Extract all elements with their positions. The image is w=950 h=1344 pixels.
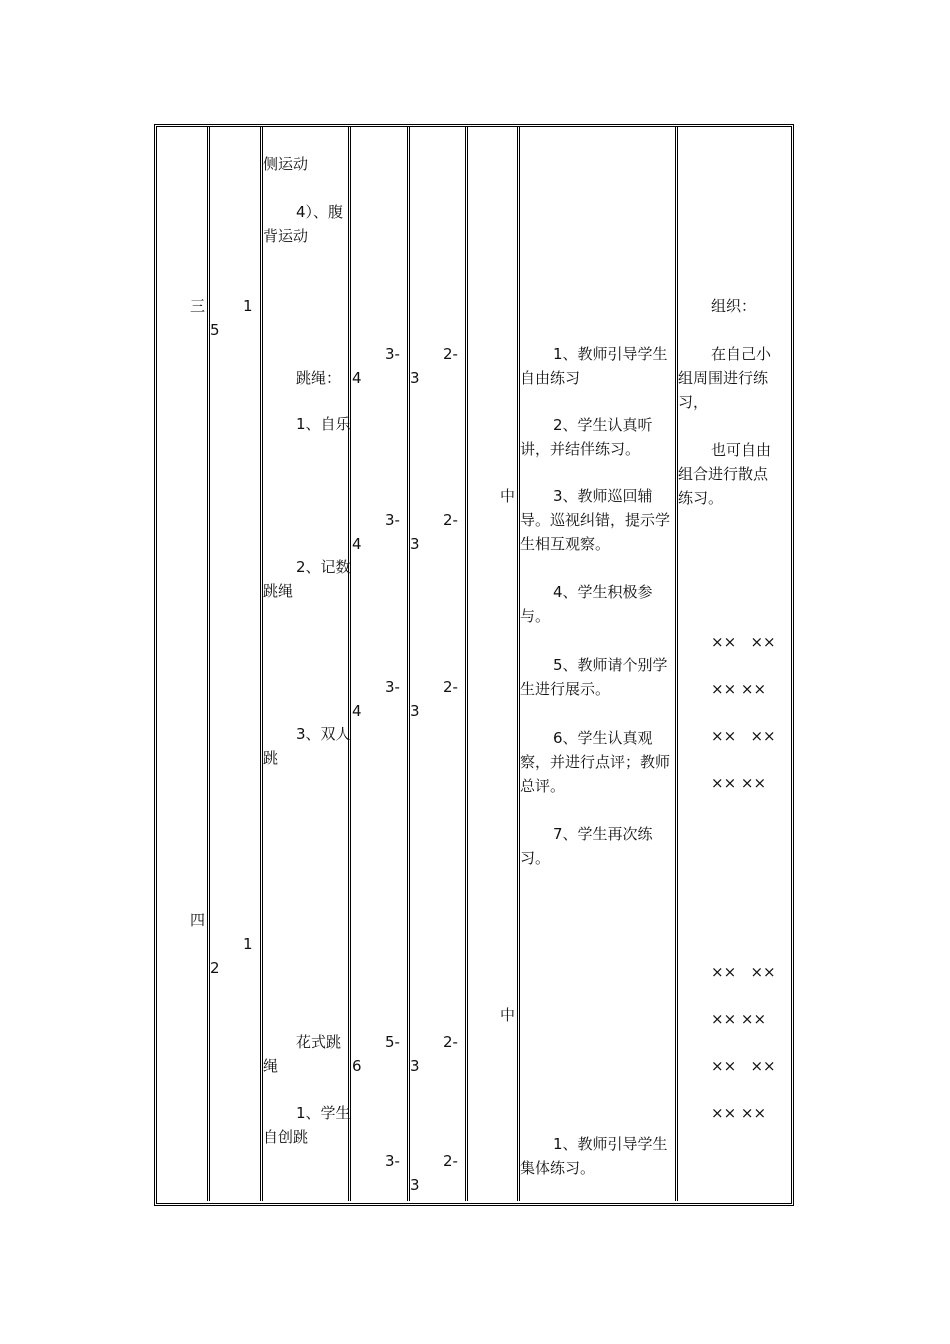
formation-row: ×× ×× — [711, 1057, 776, 1075]
content-text: 背运动 — [263, 227, 309, 245]
organization-text: 组织： — [711, 297, 757, 315]
count-value: 4 — [352, 369, 362, 387]
method-text: 集体练习。 — [520, 1159, 596, 1177]
intensity-value: 中 — [500, 487, 516, 505]
count-value: 4 — [352, 535, 362, 553]
formation-row: ×× ×× — [711, 1010, 767, 1028]
content-text: 跳绳 — [263, 582, 294, 600]
method-text: 与。 — [520, 607, 551, 625]
organization-text: 练习。 — [678, 489, 724, 507]
method-text: 6、学生认真观 — [553, 729, 653, 747]
count-value: 5- — [385, 1033, 400, 1051]
method-text: 1、教师引导学生 — [553, 1135, 668, 1153]
method-text: 7、学生再次练 — [553, 825, 653, 843]
content-text: 侧运动 — [263, 155, 309, 173]
section-number: 三 — [190, 297, 206, 315]
formation-row: ×× ×× — [711, 727, 776, 745]
content-text: 跳绳： — [296, 369, 342, 387]
organization-text: 习， — [678, 393, 709, 411]
sets-value: 3 — [410, 702, 420, 720]
method-text: 总评。 — [520, 777, 566, 795]
formation-row: ×× ×× — [711, 680, 767, 698]
content-text: 3、双人 — [296, 725, 351, 743]
column-divider — [465, 127, 468, 1201]
time-value: 1 — [243, 297, 253, 315]
content-text: 1、自乐 — [296, 415, 351, 433]
content-text: 跳 — [263, 749, 279, 767]
sets-value: 3 — [410, 1176, 420, 1194]
time-value: 5 — [210, 321, 220, 339]
organization-text: 也可自由 — [711, 441, 772, 459]
column-divider — [675, 127, 678, 1201]
table-outer-border — [154, 124, 794, 1206]
sets-value: 3 — [410, 1057, 420, 1075]
sets-value: 2- — [443, 345, 458, 363]
method-text: 察，并进行点评；教师 — [520, 753, 671, 771]
method-text: 4、学生积极参 — [553, 583, 653, 601]
count-value: 3- — [385, 1152, 400, 1170]
method-text: 生相互观察。 — [520, 535, 611, 553]
method-text: 习。 — [520, 849, 551, 867]
method-text: 3、教师巡回辅 — [553, 487, 653, 505]
method-text: 生进行展示。 — [520, 680, 611, 698]
organization-text: 组合进行散点 — [678, 465, 769, 483]
organization-text: 组周围进行练 — [678, 369, 769, 387]
column-divider — [260, 127, 263, 1201]
time-value: 2 — [210, 959, 220, 977]
content-text: 1、学生 — [296, 1104, 351, 1122]
content-text: 自创跳 — [263, 1128, 309, 1146]
column-divider — [517, 127, 520, 1201]
content-text: 花式跳 — [296, 1033, 342, 1051]
organization-text: 在自己小 — [711, 345, 772, 363]
sets-value: 2- — [443, 511, 458, 529]
content-text: 2、记数 — [296, 558, 351, 576]
sets-value: 2- — [443, 678, 458, 696]
count-value: 6 — [352, 1057, 362, 1075]
content-text: 绳 — [263, 1057, 279, 1075]
method-text: 导。巡视纠错，提示学 — [520, 511, 671, 529]
time-value: 1 — [243, 935, 253, 953]
intensity-value: 中 — [500, 1006, 516, 1024]
sets-value: 3 — [410, 369, 420, 387]
column-divider — [348, 127, 351, 1201]
method-text: 2、学生认真听 — [553, 416, 653, 434]
column-divider — [207, 127, 210, 1201]
column-divider — [407, 127, 410, 1201]
method-text: 5、教师请个别学 — [553, 656, 668, 674]
count-value: 3- — [385, 345, 400, 363]
method-text: 讲，并结伴练习。 — [520, 440, 641, 458]
content-text: 4）、腹 — [296, 203, 344, 221]
section-number: 四 — [190, 911, 206, 929]
sets-value: 2- — [443, 1152, 458, 1170]
method-text: 1、教师引导学生 — [553, 345, 668, 363]
count-value: 3- — [385, 678, 400, 696]
formation-row: ×× ×× — [711, 963, 776, 981]
sets-value: 2- — [443, 1033, 458, 1051]
count-value: 3- — [385, 511, 400, 529]
formation-row: ×× ×× — [711, 774, 767, 792]
sets-value: 3 — [410, 535, 420, 553]
formation-row: ×× ×× — [711, 1104, 767, 1122]
count-value: 4 — [352, 702, 362, 720]
method-text: 自由练习 — [520, 369, 581, 387]
formation-row: ×× ×× — [711, 633, 776, 651]
